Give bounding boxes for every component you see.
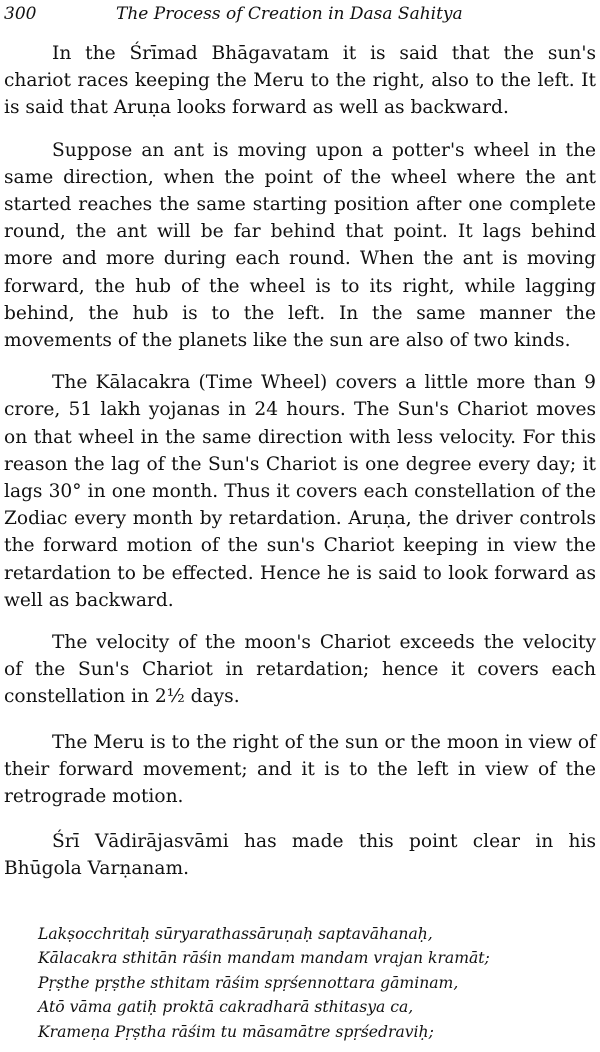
paragraph: The Meru is to the right of the sun or the moon in view of their forward movement; and it is to the left in view of the retrograde motion. xyxy=(4,731,596,808)
paragraph: Suppose an ant is moving upon a potter's wheel in the same direction, when the point of the wheel where the ant started reaches the same starting position after one complete round, the ant will be far behind that point. It lags behind more and more during each round. When the ant is moving forward, the hub of the wheel is to its right, while lagging behind, the hub is to the left. In the same manner the movements of the planets like the sun are also of two kinds. xyxy=(4,139,596,352)
verse-line: Kālacakra sthitān rāśin mandam mandam vrajan kramāt; xyxy=(38,949,490,968)
page-body xyxy=(4,40,596,898)
paragraph: The Kālacakra (Time Wheel) covers a little more than 9 crore, 51 lakh yojanas in 24 hours. The Sun's Chariot moves on that wheel in the same direction with less velocity. For this reason the lag of the Sun's Chariot is one degree every day; it lags 30° in one month. Thus it covers each constellation of the Zodiac every month by retardation. Aruṇa, the driver controls the forward motion of the sun's Chariot keeping in view the retardation to be effected. Hence he is said to look forward as well as backward. xyxy=(4,372,596,611)
page-header xyxy=(4,2,596,26)
verse-line: Atō vāma gatiḥ proktā cakradharā sthitasya ca, xyxy=(38,998,414,1017)
paragraph: In the Śrīmad Bhāgavatam it is said that the sun's chariot races keeping the Meru to the right, also to the left. It is said that Aruṇa looks forward as well as backward. xyxy=(4,43,596,119)
paragraph: The velocity of the moon's Chariot exceeds the velocity of the Sun's Chariot in retardation; hence it covers each constellation in 2½ days. xyxy=(4,632,596,708)
running-title: The Process of Creation in Dasa Sahitya xyxy=(116,4,463,24)
verse-line: Lakṣocchritaḥ sūryarathassāruṇaḥ saptavāhanaḥ, xyxy=(38,925,433,943)
verse-line: Krameṇa Pṛṣtha rāśim tu māsamātre spṛśedraviḥ; xyxy=(38,1022,434,1041)
verse-line: Pṛṣthe pṛṣthe sthitam rāśim spṛśennottara gāminam, xyxy=(38,973,459,992)
paragraph: Śrī Vādirājasvāmi has made this point clear in his Bhūgola Varṇanam. xyxy=(4,831,596,880)
sanskrit-verse xyxy=(38,922,596,1044)
page-number: 300 xyxy=(4,4,37,24)
